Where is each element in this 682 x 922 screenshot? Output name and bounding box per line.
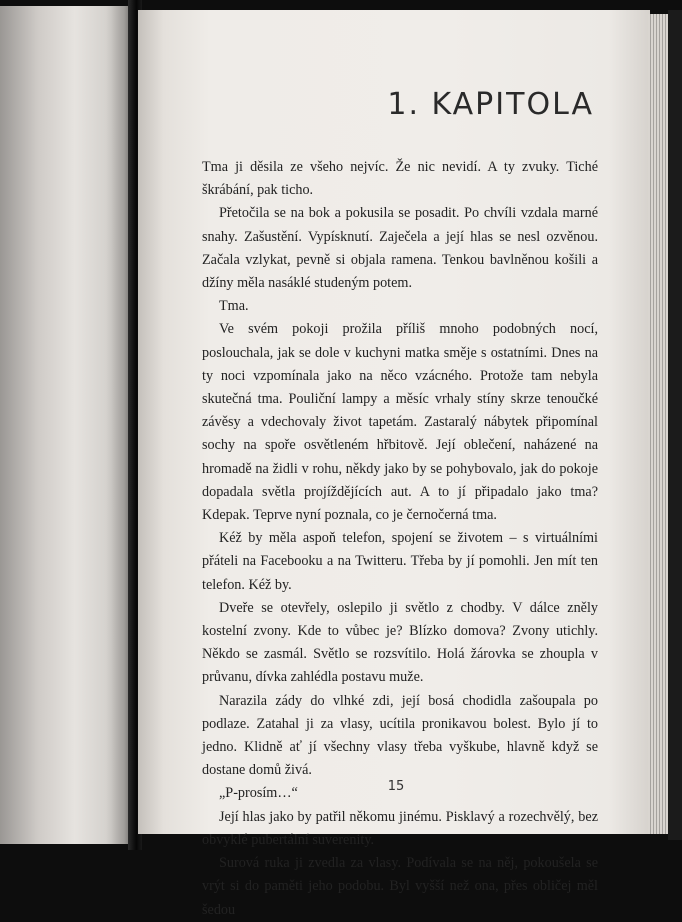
paragraph: Přetočila se na bok a pokusila se posadit. Po chvíli vzdala marné snahy. Zašustění. Vypísknutí. Zaječela a její hlas se nesl ozvěnou. Začala vzlykat, pevně si objala ramena. Tenkou bavlněnou košili a džíny měla nasáklé studeným potem. xyxy=(202,205,598,292)
paragraph: Tma. xyxy=(219,298,249,315)
paragraph: Surová ruka ji zvedla za vlasy. Podívala se na něj, pokoušela se vrýt si do paměti jeho podobu. Byl vyšší než ona, přes obličej měl šedou xyxy=(202,855,598,918)
page-number: 15 xyxy=(387,779,405,794)
paragraph: Její hlas jako by patřil někomu jinému. Pisklavý a rozechvělý, bez obvyklé pubertální suverenity. xyxy=(202,808,598,848)
chapter-body xyxy=(202,156,598,922)
page-edges xyxy=(648,14,670,834)
paragraph: Dveře se otevřely, oslepilo ji světlo z chodby. V dálce zněly kostelní zvony. Kde to vůbec je? Blízko domova? Zvony utichly. Někdo se zasmál. Světlo se rozsvítilo. Holá žárovka se zhoupla v průvanu, dívka zahlédla postavu muže. xyxy=(202,599,598,686)
paragraph: Tma ji děsila ze všeho nejvíc. Že nic nevidí. A ty zvuky. Tiché škrábání, pak ticho. xyxy=(202,159,598,199)
paragraph: Ve svém pokoji prožila příliš mnoho podobných nocí, poslouchala, jak se dole v kuchyni matka směje s ostatními. Dnes na ty noci vzpomínala jako na něco vzácného. Protože tam nebyla skutečná tma. Pouliční lampy a měsíc vrhaly stíny skrze tenoučké závěsy a vdechovaly život tapetám. Zastaralý nábytek připomínal sochy na spoře osvětleném hřbitově. Její oblečení, naházené na hromadě na židli v rohu, někdy jako by se pohybovalo, jak do pokoje dopadala světla projíždějících aut. A to jí připadalo jako tma? Kdepak. Teprve nyní poznala, co je černočerná tma. xyxy=(202,321,598,524)
chapter-title: 1. KAPITOLA xyxy=(387,87,594,122)
paragraph: Narazila zády do vlhké zdi, její bosá chodidla zašoupala po podlaze. Zatahal ji za vlasy, ucítila pronikavou bolest. Bylo jí to jedno. Klidně ať jí všechny vlasy třeba vyškube, hlavně když se dostane domů živá. xyxy=(202,692,598,779)
paragraph: Kéž by měla aspoň telefon, spojení se životem – s virtuálními přáteli na Facebooku a na Twitteru. Třeba by jí pomohli. Jen mít ten telefon. Kéž by. xyxy=(202,530,598,593)
paragraph: „P-prosím…“ xyxy=(219,785,298,802)
book-edge-shadow xyxy=(668,10,682,840)
